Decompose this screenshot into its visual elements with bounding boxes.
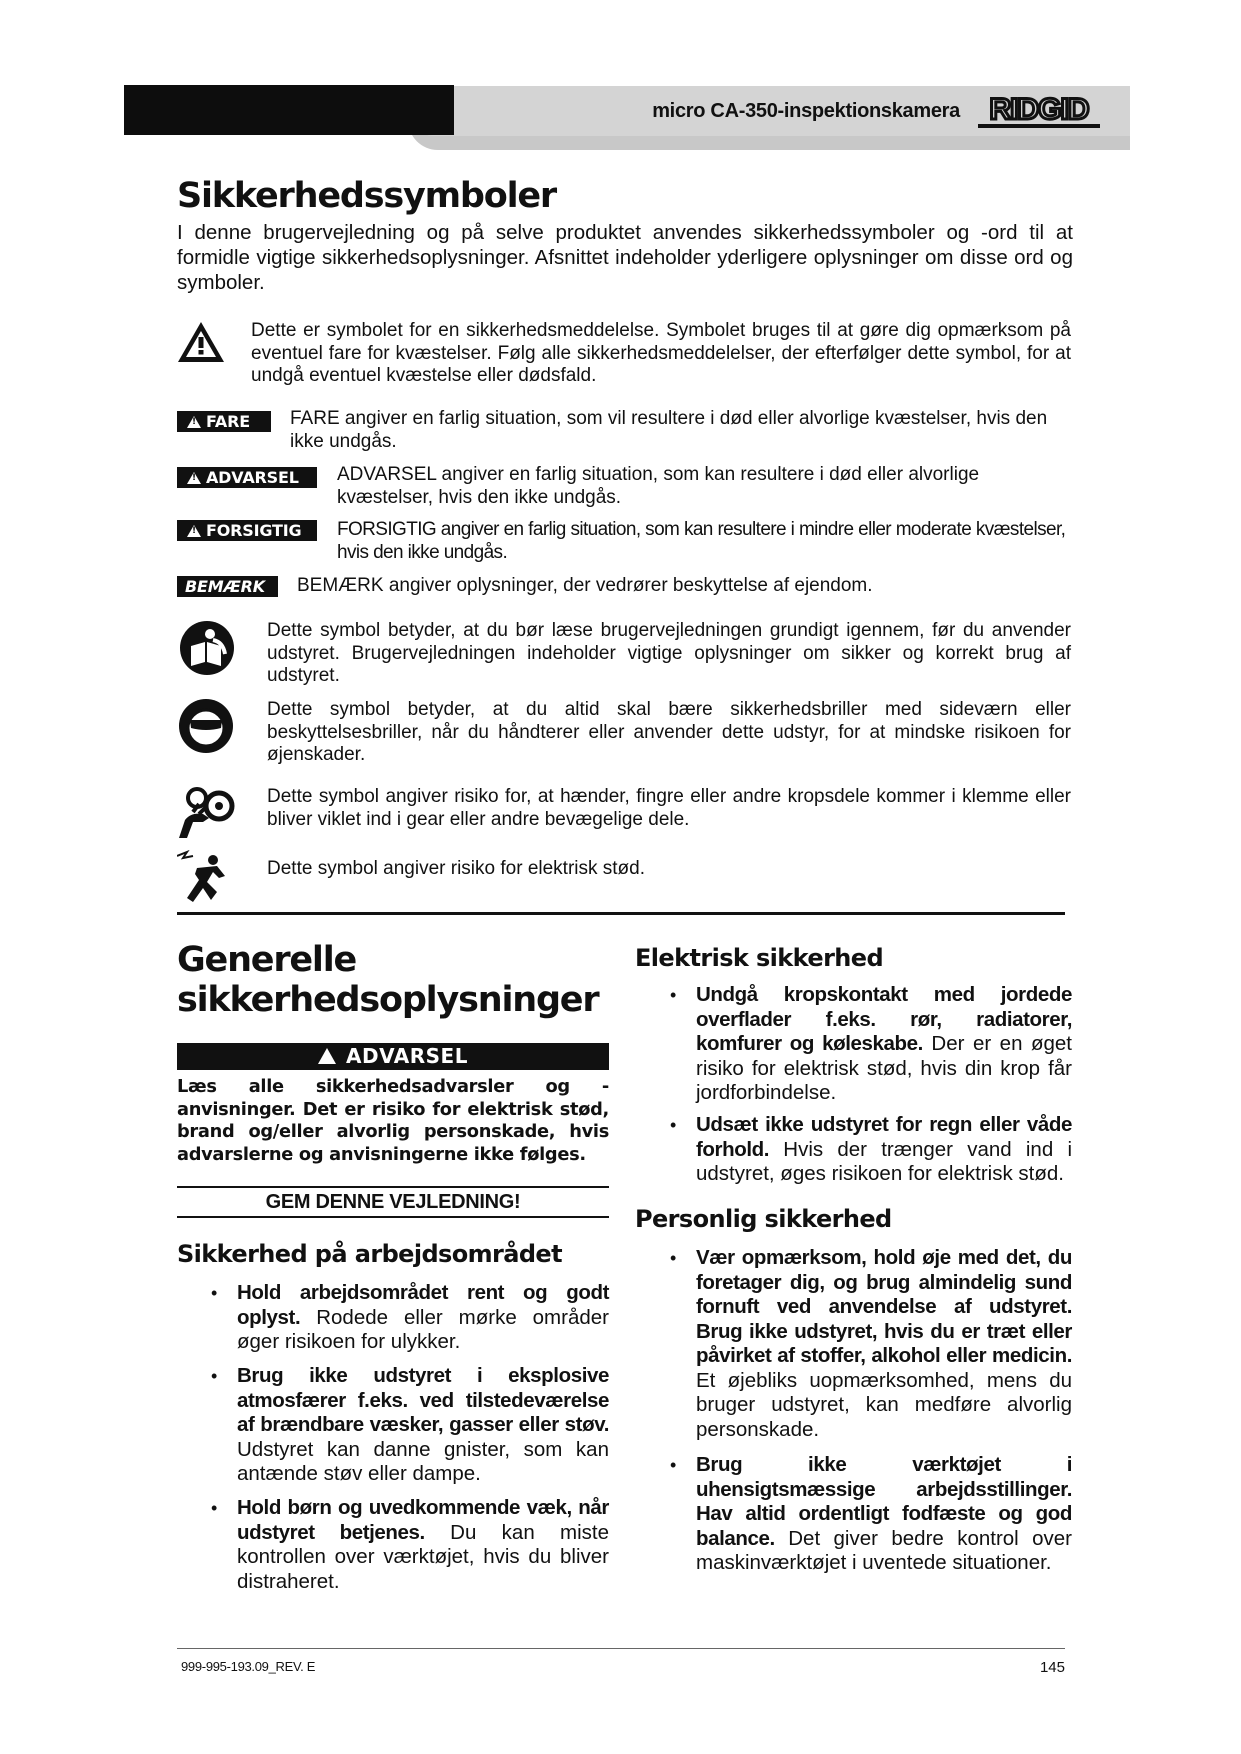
warning-triangle-icon — [318, 1048, 336, 1064]
label-forsigtig: !FORSIGTIG — [177, 520, 317, 541]
read-manual-icon — [177, 620, 237, 676]
list-item: • Hold børn og uvedkommende væk, når udstyret betjenes. Du kan miste kontrollen over værktøjet, hvis du bliver distraheret. — [211, 1496, 609, 1593]
personal-heading: Personlig sikkerhed — [635, 1205, 892, 1233]
bemaerk-text: BEMÆRK angiver oplysninger, der vedrører beskyttelse af ejendom. — [297, 575, 873, 596]
forsigtig-text: FORSIGTIG angiver en farlig situation, som kan resultere i mindre eller moderate kvæstelser, hvis den ikke undgås. — [337, 519, 1066, 563]
svg-text:RIDGID: RIDGID — [989, 93, 1089, 126]
warning-triangle-icon — [187, 525, 201, 537]
list-item: • Udsæt ikke udstyret for regn eller våde forhold. Hvis der trænger vand ind i udstyret, øges risikoen for elektrisk stød. — [670, 1113, 1072, 1185]
warning-triangle-icon — [187, 416, 201, 428]
general-heading-line1: Generelle — [177, 940, 357, 980]
label-bemaerk: BEMÆRK — [177, 576, 278, 597]
save-instructions-label: GEM DENNE VEJLEDNING! — [177, 1186, 609, 1218]
safety-glasses-icon — [177, 698, 235, 754]
list-item: • Brug ikke udstyret i eksplosive atmosfærer f.eks. ved tilstedeværelse af brændbare væsker, gasser eller støv. Udstyret kan danne gnister, som kan antænde støv eller dampe. — [211, 1364, 609, 1485]
intro-paragraph: I denne brugervejledning og på selve produktet anvendes sikkerhedssymboler og -ord til at formidle vigtige sikkerhedsoplysninger. Afsnittet indeholder yderligere oplysninger om disse ord og symboler. — [177, 221, 1073, 294]
list-item: • Undgå kropskontakt med jordede overflader f.eks. rør, radiatorer, komfurer og køleskabe. Der er en øget risiko for elektrisk stød, hvis din krop får jordforbindelse. — [670, 983, 1072, 1104]
warning-banner: ADVARSEL — [177, 1043, 609, 1070]
ridgid-logo — [978, 91, 1100, 129]
page-title: Sikkerhedssymboler — [177, 176, 556, 216]
footer-divider — [177, 1648, 1065, 1649]
header-black-bar — [124, 85, 454, 135]
list-item: • Vær opmærksom, hold øje med det, du foretager dig, og brug almindelig sund fornuft ved anvendelse af udstyret. Brug ikke udstyret, hvis du er træt eller påvirket af stoffer, alkohol eller medicin. Et øjebliks uopmærksomhed, mens du bruger udstyret, kan medføre alvorlig personskade. — [670, 1246, 1072, 1441]
list-item: • Hold arbejdsområdet rent og godt oplyst. Rodede eller mørke områder øger risikoen for ulykker. — [211, 1281, 609, 1353]
section-divider — [177, 912, 1065, 915]
warning-triangle-icon — [187, 472, 201, 484]
work-area-heading: Sikkerhed på arbejdsområdet — [177, 1240, 562, 1268]
safety-glasses-text: Dette symbol betyder, at du altid skal bære sikkerhedsbriller med sideværn eller beskyttelsesbriller, når du håndterer eller anvender dette udstyr, for at mindske risikoen for øjenskader. — [267, 699, 1071, 765]
warning-text: Læs alle sikkerhedsadvarsler og -anvisninger. Det er risiko for elektrisk stød, brand og/eller alvorlig personskade, hvis advarslerne og anvisningerne ikke følges. — [177, 1076, 609, 1165]
label-advarsel: !ADVARSEL — [177, 467, 317, 488]
advarsel-text: ADVARSEL angiver en farlig situation, som kan resultere i død eller alvorlige kvæstelser, hvis den ikke undgås. — [337, 464, 980, 508]
label-fare: !FARE — [177, 411, 271, 432]
safety-alert-icon — [176, 320, 226, 364]
general-heading-line2: sikkerhedsoplysninger — [177, 980, 599, 1020]
list-item: • Brug ikke værktøjet i uhensigtsmæssige arbejdsstillinger. Hav altid ordentligt fodfæste og god balance. Det giver bedre kontrol over maskinværktøjet i uventede situationer. — [670, 1453, 1072, 1574]
header-title: micro CA-350-inspektionskamera — [652, 100, 960, 122]
page-number: 145 — [1039, 1659, 1065, 1676]
read-manual-text: Dette symbol betyder, at du bør læse brugervejledningen grundigt igennem, før du anvender udstyret. Brugervejledningen indeholder vigtige oplysninger om sikker og korrekt brug af udstyret. — [267, 620, 1071, 686]
alert-symbol-text: Dette er symbolet for en sikkerhedsmeddelelse. Symbolet bruges til at gøre dig opmærksom på eventuel fare for kvæstelser. Følg alle sikkerhedsmeddelelser, der efterfølger dette symbol, for at undgå eventuel kvæstelse eller dødsfald. — [251, 320, 1071, 386]
electrical-heading: Elektrisk sikkerhed — [635, 944, 884, 972]
entanglement-text: Dette symbol angiver risiko for, at hænder, fingre eller andre kropsdele kommer i klemme eller bliver viklet ind i gear eller andre bevægelige dele. — [267, 786, 1071, 830]
electric-shock-text: Dette symbol angiver risiko for elektrisk stød. — [267, 858, 646, 879]
entanglement-hazard-icon — [175, 784, 237, 840]
fare-text: FARE angiver en farlig situation, som vil resultere i død eller alvorlige kvæstelser, hvis den ikke undgås. — [290, 408, 1048, 452]
document-number: 999-995-193.09_REV. E — [181, 1659, 316, 1674]
electric-shock-icon — [177, 848, 237, 904]
